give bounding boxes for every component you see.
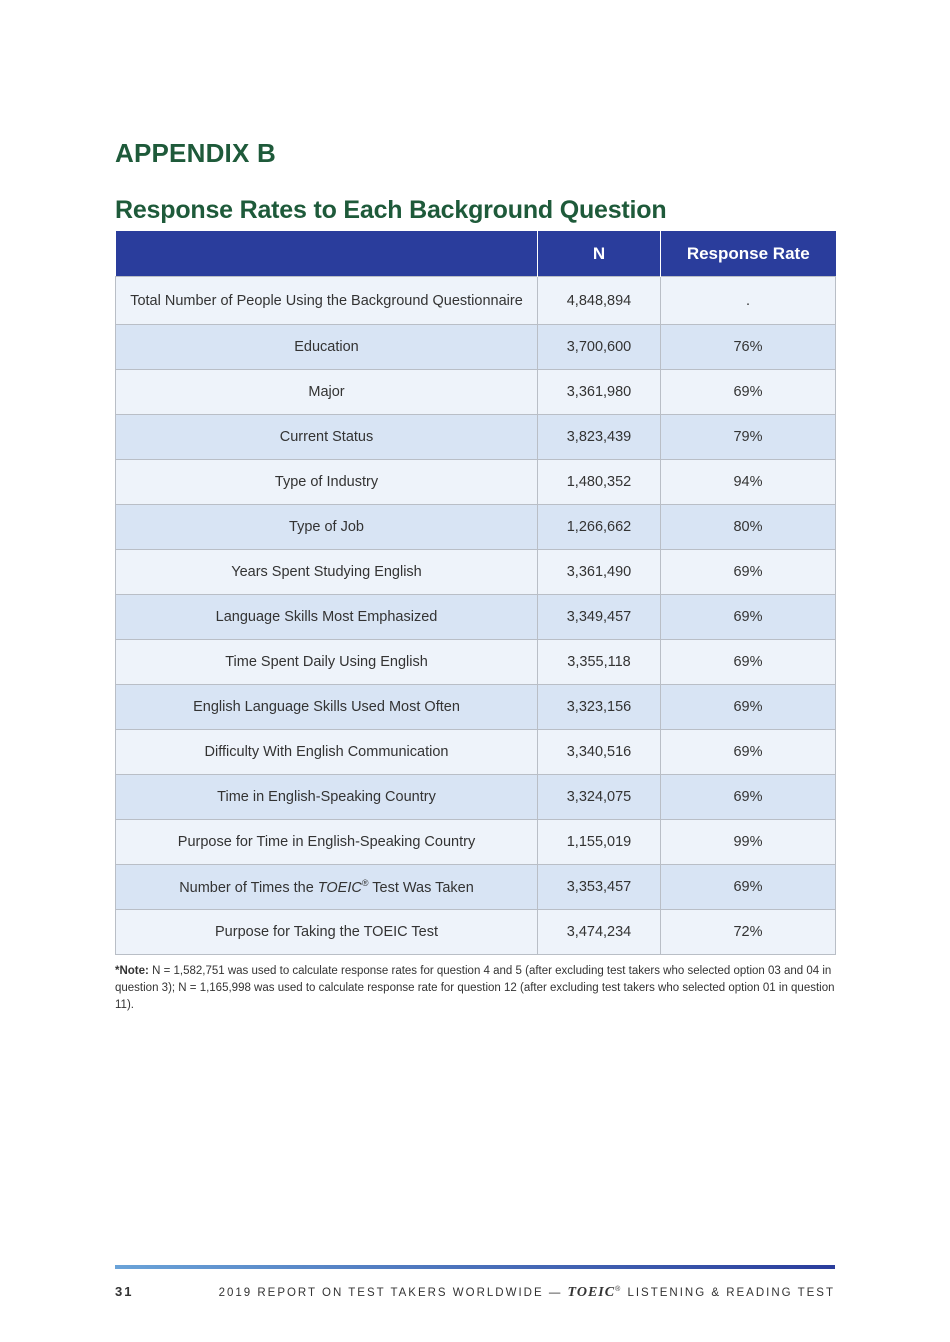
response-rate-value: 79% xyxy=(661,415,836,460)
n-value: 1,480,352 xyxy=(538,460,661,505)
table-row xyxy=(116,730,836,775)
n-value: 3,700,600 xyxy=(538,325,661,370)
n-value: 3,355,118 xyxy=(538,640,661,685)
response-rates-table xyxy=(115,231,836,955)
report-title: 2019 REPORT ON TEST TAKERS WORLDWIDE — xyxy=(218,1287,568,1299)
header-question xyxy=(116,231,538,277)
table-row xyxy=(116,277,836,325)
question-label: Purpose for Time in English-Speaking Country xyxy=(116,820,538,865)
response-rate-value: 69% xyxy=(661,685,836,730)
n-value: 3,474,234 xyxy=(538,910,661,955)
note-text: N = 1,582,751 was used to calculate response rates for question 4 and 5 (after excluding test takers who selected option 03 and 04 in question 3); N = 1,165,998 was used to calculate response rate for question 12 (after excluding test takers who selected option 01 in question 11). xyxy=(115,965,835,1011)
table-row xyxy=(116,415,836,460)
note-label: *Note: xyxy=(115,965,149,977)
response-rate-value: 69% xyxy=(661,550,836,595)
n-value: 3,340,516 xyxy=(538,730,661,775)
response-rate-value: 69% xyxy=(661,595,836,640)
label-prefix: Number of Times the xyxy=(179,879,318,896)
n-value: 3,323,156 xyxy=(538,685,661,730)
table-row xyxy=(116,640,836,685)
question-label: Language Skills Most Emphasized xyxy=(116,595,538,640)
header-response-rate: Response Rate xyxy=(661,231,836,277)
response-rate-value: 69% xyxy=(661,370,836,415)
table-row xyxy=(116,775,836,820)
response-rate-value: 69% xyxy=(661,775,836,820)
question-label xyxy=(116,865,538,910)
table-row xyxy=(116,865,836,910)
response-rate-value: 94% xyxy=(661,460,836,505)
table-header-row xyxy=(116,231,836,277)
table-row xyxy=(116,550,836,595)
question-label: Time Spent Daily Using English xyxy=(116,640,538,685)
question-label: Purpose for Taking the TOEIC Test xyxy=(116,910,538,955)
table-row xyxy=(116,685,836,730)
question-label: Major xyxy=(116,370,538,415)
table-row xyxy=(116,910,836,955)
table-row xyxy=(116,820,836,865)
question-label: Total Number of People Using the Background Questionnaire xyxy=(116,277,538,325)
footer-rule xyxy=(115,1265,835,1269)
question-label: Difficulty With English Communication xyxy=(116,730,538,775)
response-rate-value: 76% xyxy=(661,325,836,370)
n-value: 3,349,457 xyxy=(538,595,661,640)
appendix-heading: APPENDIX B xyxy=(115,138,276,168)
question-label: Type of Job xyxy=(116,505,538,550)
test-name: LISTENING & READING TEST xyxy=(622,1287,835,1299)
table-row xyxy=(116,505,836,550)
question-label: English Language Skills Used Most Often xyxy=(116,685,538,730)
n-value: 3,324,075 xyxy=(538,775,661,820)
n-value: 3,361,490 xyxy=(538,550,661,595)
response-rate-value: . xyxy=(661,277,836,325)
table-row xyxy=(116,595,836,640)
question-label: Current Status xyxy=(116,415,538,460)
question-label: Time in English-Speaking Country xyxy=(116,775,538,820)
n-value: 3,361,980 xyxy=(538,370,661,415)
n-value: 3,353,457 xyxy=(538,865,661,910)
table-row xyxy=(116,325,836,370)
table-row xyxy=(116,370,836,415)
n-value: 3,823,439 xyxy=(538,415,661,460)
table-title: Response Rates to Each Background Question xyxy=(115,196,667,224)
header-n: N xyxy=(538,231,661,277)
response-rate-value: 69% xyxy=(661,865,836,910)
n-value: 1,266,662 xyxy=(538,505,661,550)
question-label: Years Spent Studying English xyxy=(116,550,538,595)
registered-mark: ® xyxy=(361,878,369,889)
footer-title xyxy=(219,1285,835,1301)
n-value: 4,848,894 xyxy=(538,277,661,325)
question-label: Type of Industry xyxy=(116,460,538,505)
brand-mark: ® xyxy=(615,1286,623,1294)
question-label: Education xyxy=(116,325,538,370)
page-number: 31 xyxy=(115,1284,134,1299)
response-rate-value: 69% xyxy=(661,730,836,775)
table-row xyxy=(116,460,836,505)
response-rate-value: 69% xyxy=(661,640,836,685)
response-rate-value: 72% xyxy=(661,910,836,955)
n-value: 1,155,019 xyxy=(538,820,661,865)
label-suffix: Test Was Taken xyxy=(368,879,474,896)
response-rate-value: 80% xyxy=(661,505,836,550)
toeic-logo: TOEIC xyxy=(567,1285,616,1300)
toeic-brand: TOEIC xyxy=(317,879,362,896)
response-rate-value: 99% xyxy=(661,820,836,865)
footnote xyxy=(115,963,835,1014)
